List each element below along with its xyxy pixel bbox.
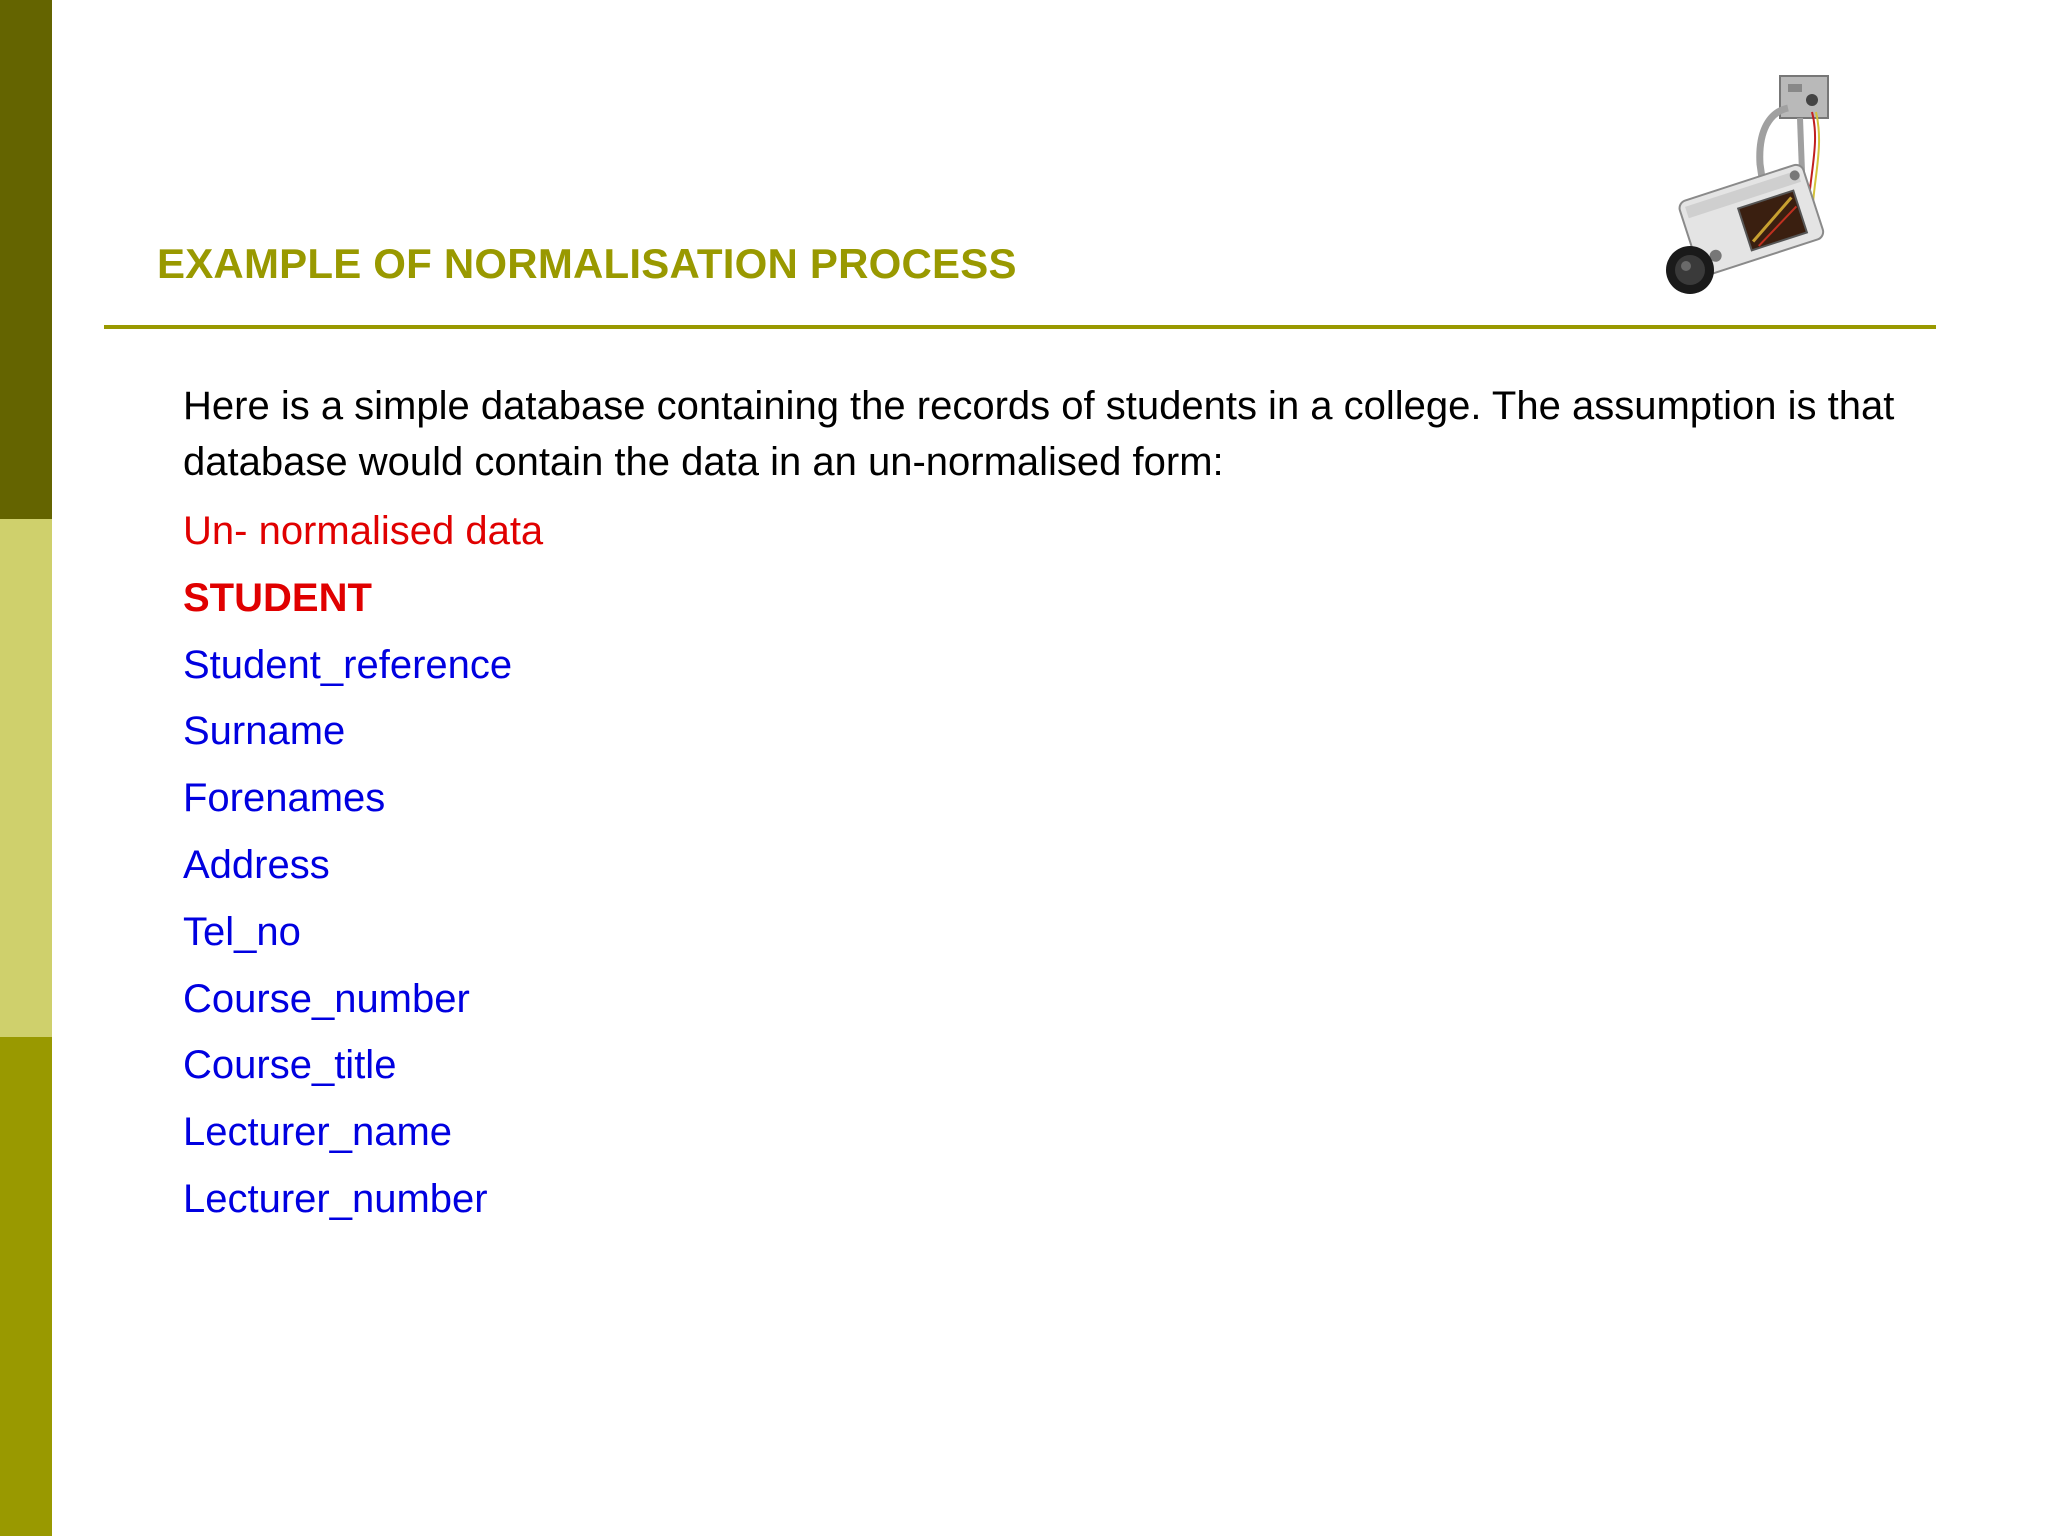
field-student-reference: Student_reference — [183, 642, 513, 687]
sidebar-stripe-top — [0, 0, 52, 519]
field-course-number: Course_number — [183, 976, 470, 1021]
slide-body — [183, 378, 2013, 1233]
intro-paragraph: Here is a simple database containing the records of students in a college. The assumption is that database would contain the data in an un-normalised form: — [183, 384, 1895, 484]
field-forenames: Forenames — [183, 776, 386, 821]
field-lecturer-number: Lecturer_number — [183, 1176, 488, 1221]
field-surname: Surname — [183, 709, 346, 754]
security-camera-icon — [1660, 72, 1840, 312]
sidebar-stripe-bottom — [0, 1037, 52, 1536]
table-name: STUDENT — [183, 575, 372, 620]
subheading: Un- normalised data — [183, 509, 544, 553]
field-address: Address — [183, 842, 330, 887]
sidebar-stripe-middle — [0, 519, 52, 1037]
field-lecturer-name: Lecturer_name — [183, 1110, 453, 1155]
field-tel-no: Tel_no — [183, 909, 301, 954]
field-course-title: Course_title — [183, 1043, 397, 1088]
title-divider — [104, 325, 1936, 329]
slide-title: EXAMPLE OF NORMALISATION PROCESS — [157, 240, 1017, 287]
